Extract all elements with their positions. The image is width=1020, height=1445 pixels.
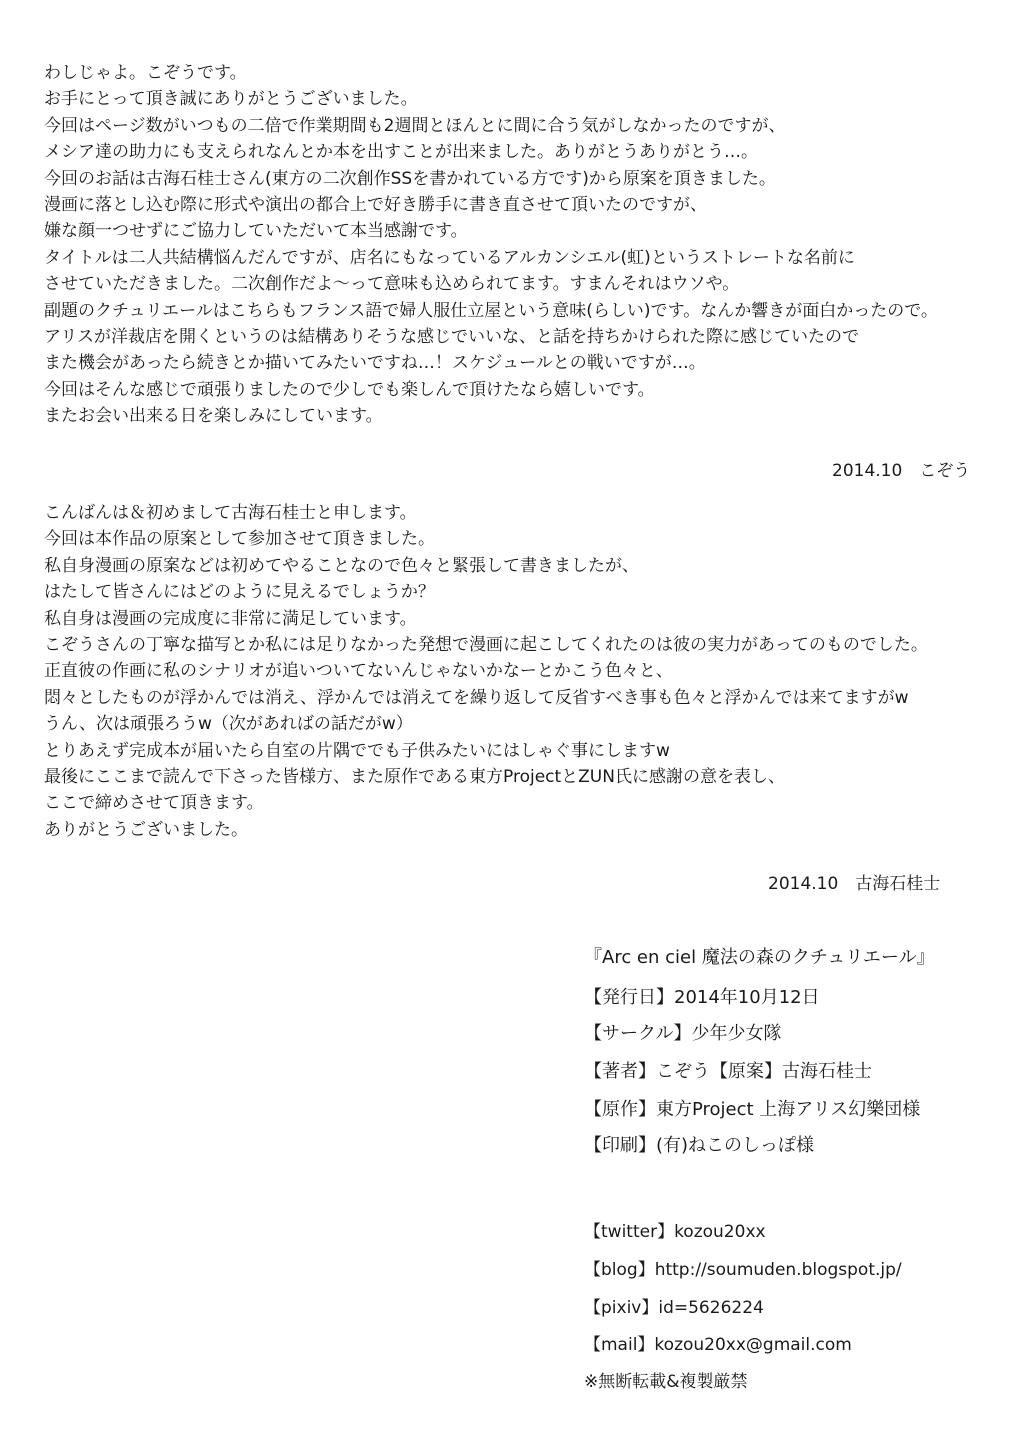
signature-kozou: 2014.10 こぞう	[832, 461, 971, 481]
afterword-line: お手にとって頂き誠にありがとうございました。	[44, 89, 418, 110]
afterword-line: 今回のお話は古海石桂士さん(東方の二次創作SSを書かれている方です)から原案を頂きました。	[44, 168, 776, 189]
afterword-line: タイトルは二人共結構悩んだんですが、店名にもなっているアルカンシエル(虹)というストレートな名前に	[44, 247, 855, 268]
colophon-authors: 【著者】こぞう【原案】古海石桂士	[584, 1061, 872, 1082]
afterword-line: また機会があったら続きとか描いてみたいですね…！スケジュールとの戦いですが…。	[44, 353, 706, 374]
colophon-title: 『Arc en ciel 魔法の森のクチュリエール』	[584, 947, 935, 968]
afterword-line: こんばんは＆初めまして古海石桂士と申します。	[44, 503, 417, 523]
colophon-circle: 【サークル】少年少女隊	[584, 1023, 782, 1044]
afterword-line: 正直彼の作画に私のシナリオが追いついてないんじゃないかなーとかこう色々と、	[44, 661, 673, 682]
afterword-line: 漫画に落とし込む際に形式や演出の都合上で好き勝手に書き直させて頂いたのですが、	[44, 194, 707, 215]
afterword-line: 悶々としたものが浮かんでは消え、浮かんでは消えてを繰り返して反省すべき事も色々と浮かんでは来てますがw	[44, 687, 909, 708]
afterword-line: ありがとうございました。	[44, 819, 248, 840]
afterword-line: アリスが洋裁店を開くというのは結構ありそうな感じでいいな、と話を持ちかけられた際に感じていたので	[44, 326, 859, 347]
contact-mail: 【mail】kozou20xx@gmail.com	[584, 1335, 852, 1355]
afterword-line: わしじゃよ。こぞうです。	[44, 63, 247, 83]
contact-blog: 【blog】http://soumuden.blogspot.jp/	[584, 1260, 902, 1280]
colophon-original: 【原作】東方Project 上海アリス幻樂団様	[584, 1099, 921, 1120]
afterword-line: うん、次は頑張ろうw（次があればの話だがw）	[44, 714, 413, 735]
afterword-line: メシア達の助力にも支えられなんとか本を出すことが出来ました。ありがとうありがとう…。	[44, 142, 758, 163]
afterword-line: またお会い出来る日を楽しみにしています。	[44, 406, 383, 427]
afterword-line: はたして皆さんにはどのように見えるでしょうか？	[44, 582, 435, 603]
afterword-line: 副題のクチュリエールはこちらもフランス語で婦人服仕立屋という意味(らしい)です。なんか響きが面白かったので。	[44, 300, 938, 321]
afterword-line: 今回はページ数がいつもの二倍で作業期間も2週間とほんとに間に合う気がしなかったのですが、	[44, 115, 786, 136]
contact-twitter: 【twitter】kozou20xx	[584, 1222, 766, 1242]
colophon-printer: 【印刷】(有)ねこのしっぽ様	[584, 1135, 815, 1156]
afterword-line: 今回は本作品の原案として参加させて頂きました。	[44, 529, 435, 550]
signature-furumi: 2014.10 古海石桂士	[768, 874, 941, 894]
notice-no-reprint: ※無断転載&複製厳禁	[584, 1372, 748, 1392]
contact-pixiv: 【pixiv】id=5626224	[584, 1298, 764, 1318]
afterword-furumi	[44, 500, 1004, 843]
afterword-line: 今回はそんな感じで頑張りましたので少しでも楽しんで頂けたなら嬉しいです。	[44, 379, 655, 400]
afterword-line: 私自身漫画の原案などは初めてやることなので色々と緊張して書きましたが、	[44, 555, 639, 576]
colophon-publish-date: 【発行日】2014年10月12日	[584, 987, 820, 1008]
afterword-line: こぞうさんの丁寧な描写とか私には足りなかった発想で漫画に起こしてくれたのは彼の実力があってのものでした。	[44, 634, 928, 655]
afterword-line: とりあえず完成本が届いたら自室の片隅ででも子供みたいにはしゃぐ事にしますw	[44, 740, 670, 761]
afterword-line: させていただきました。二次創作だよ～って意味も込められてます。すまんそれはウソや。	[44, 274, 740, 295]
afterword-kozou	[44, 60, 1004, 429]
afterword-line: 私自身は漫画の完成度に非常に満足しています。	[44, 608, 417, 629]
afterword-line: 最後にここまで読んで下さった皆様方、また原作である東方ProjectとZUN氏に感謝の意を表し、	[44, 766, 785, 787]
afterword-line: ここで締めさせて頂きます。	[44, 793, 264, 814]
afterword-line: 嫌な顔一つせずにご協力していただいて本当感謝です。	[44, 221, 468, 242]
